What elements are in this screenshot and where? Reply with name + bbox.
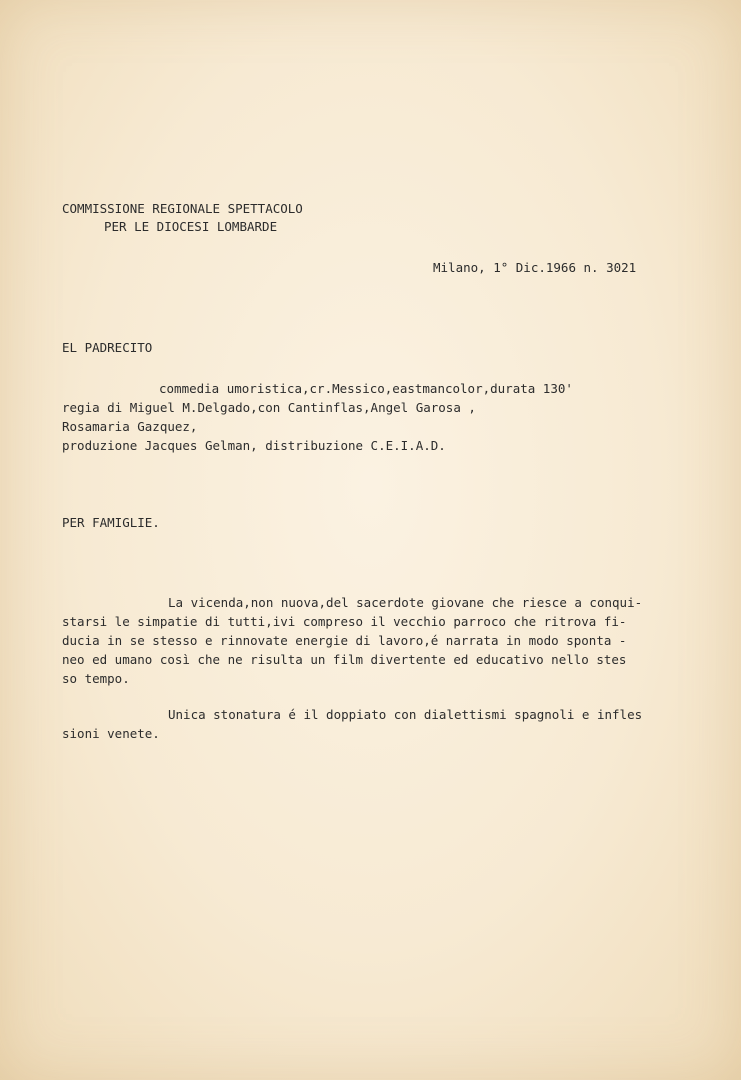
film-title: EL PADRECITO <box>62 340 153 355</box>
review-p2-line-2: sioni venete. <box>62 726 160 741</box>
date-protocol-line: Milano, 1° Dic.1966 n. 3021 <box>433 260 637 275</box>
review-p1-line-2: starsi le simpatie di tutti,ivi compreso il vecchio parroco che ritrova fi- <box>62 614 627 629</box>
org-name-line-1: COMMISSIONE REGIONALE SPETTACOLO <box>62 201 303 216</box>
film-details-line-3: Rosamaria Gazquez, <box>62 419 198 434</box>
review-p1-line-5: so tempo. <box>62 671 130 686</box>
org-name-line-2: PER LE DIOCESI LOMBARDE <box>104 219 278 234</box>
review-p2-line-1: Unica stonatura é il doppiato con dialettismi spagnoli e infles <box>168 707 643 722</box>
review-p1-line-1: La vicenda,non nuova,del sacerdote giovane che riesce a conqui- <box>168 595 643 610</box>
film-details-line-2: regia di Miguel M.Delgado,con Cantinflas,Angel Garosa , <box>62 400 476 415</box>
rating-classification: PER FAMIGLIE. <box>62 515 160 530</box>
film-details-line-4: produzione Jacques Gelman, distribuzione C.E.I.A.D. <box>62 438 446 453</box>
film-details-line-1: commedia umoristica,cr.Messico,eastmancolor,durata 130' <box>159 381 573 396</box>
review-p1-line-3: ducia in se stesso e rinnovate energie di lavoro,é narrata in modo sponta - <box>62 633 627 648</box>
review-p1-line-4: neo ed umano così che ne risulta un film divertente ed educativo nello stes <box>62 652 627 667</box>
